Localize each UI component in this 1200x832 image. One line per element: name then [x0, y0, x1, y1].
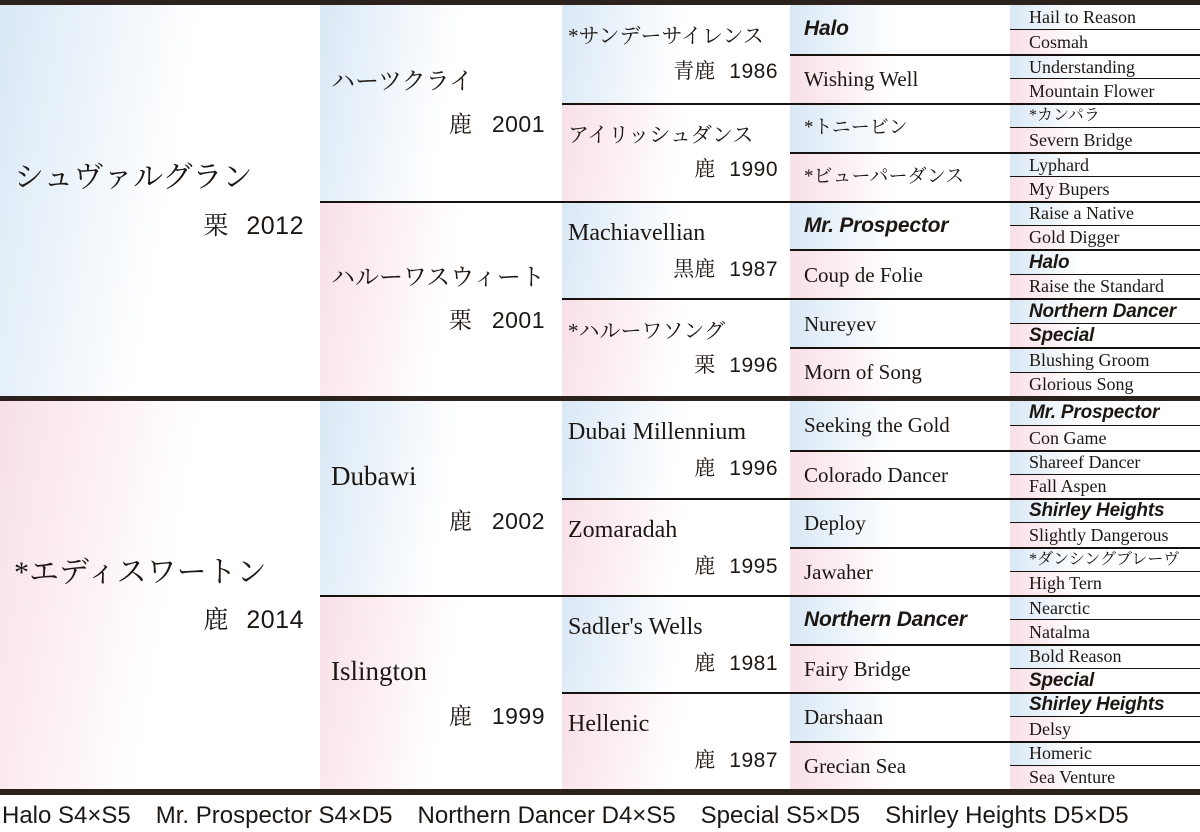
horse-cell-colorado-dancer: [790, 450, 1010, 499]
horse-name: Deploy: [804, 511, 866, 536]
birth-year: 2012: [246, 211, 304, 240]
horse-name: Con Game: [1029, 427, 1107, 448]
coat-and-birth-year: [449, 106, 562, 139]
horse-name: Wishing Well: [804, 67, 919, 92]
horse-cell-horse: [790, 103, 1010, 152]
horse-name: Natalma: [1029, 621, 1090, 642]
horse-cell-homeric: [1010, 741, 1200, 765]
horse-name: *トニービン: [804, 117, 908, 139]
horse-name: Blushing Groom: [1029, 350, 1150, 371]
horse-cell-my-bupers: [1010, 176, 1200, 200]
horse-cell-mr-prospector: [1010, 401, 1200, 425]
horse-name: *サンデーサイレンス: [568, 24, 764, 49]
horse-cell-horse: [320, 201, 562, 397]
birth-year: 1981: [729, 652, 778, 675]
horse-cell-gold-digger: [1010, 225, 1200, 249]
horse-cell-deploy: [790, 498, 1010, 547]
horse-name: High Tern: [1029, 573, 1102, 594]
horse-cell-dubawi: [320, 401, 562, 595]
coat-and-birth-year: [694, 647, 790, 677]
inbreeding-item: Mr. Prospector S4×D5: [155, 802, 393, 829]
horse-cell-cosmah: [1010, 29, 1200, 53]
horse-name: Shareef Dancer: [1029, 452, 1141, 473]
horse-cell-shirley-heights: [1010, 498, 1200, 522]
horse-cell-blushing-groom: [1010, 347, 1200, 371]
inbreeding-item: Special S5×D5: [700, 802, 861, 829]
horse-name: *ビューパーダンス: [804, 166, 965, 188]
birth-year: 1996: [729, 353, 778, 377]
horse-cell-severn-bridge: [1010, 127, 1200, 151]
horse-name: Hellenic: [568, 711, 650, 737]
coat-color: 栗: [448, 307, 472, 334]
horse-cell-glorious-song: [1010, 372, 1200, 396]
coat-and-birth-year: [694, 550, 790, 580]
birth-year: 2002: [491, 507, 545, 534]
horse-name: ハルーワスウィート: [331, 265, 545, 292]
horse-cell-wishing-well: [790, 54, 1010, 103]
horse-cell-zomaradah: [562, 498, 790, 595]
horse-name: Raise the Standard: [1029, 276, 1164, 297]
horse-cell-horse: [562, 5, 790, 103]
pedigree-table-sire-half: [0, 5, 1200, 396]
horse-cell-northern-dancer: [790, 595, 1010, 644]
horse-cell-shirley-heights: [1010, 692, 1200, 716]
horse-cell-horse: [562, 298, 790, 396]
birth-year: 1986: [729, 59, 778, 83]
horse-cell-darshaan: [790, 692, 1010, 741]
horse-name: Mountain Flower: [1029, 80, 1155, 101]
birth-year: 1990: [729, 158, 778, 182]
horse-name: Halo: [804, 17, 849, 41]
horse-name: Severn Bridge: [1029, 129, 1133, 150]
middle-border-rule: [0, 396, 1200, 401]
horse-cell-islington: [320, 595, 562, 789]
horse-cell-seeking-the-gold: [790, 401, 1010, 450]
coat-and-birth-year: [694, 153, 790, 183]
coat-and-birth-year: [203, 206, 320, 242]
horse-name: Coup de Folie: [804, 262, 923, 287]
horse-name: Nearctic: [1029, 597, 1090, 618]
horse-name: Gold Digger: [1029, 227, 1120, 248]
horse-name: My Bupers: [1029, 178, 1110, 199]
horse-name: Hail to Reason: [1029, 6, 1136, 27]
horse-name: Seeking the Gold: [804, 413, 950, 438]
inbreeding-item: Halo S4×S5: [2, 802, 131, 829]
horse-name: Understanding: [1029, 56, 1135, 77]
coat-color: 鹿: [448, 110, 472, 137]
horse-cell-delsy: [1010, 716, 1200, 740]
horse-cell-morn-of-song: [790, 347, 1010, 396]
birth-year: 1996: [729, 457, 778, 480]
horse-name: Shirley Heights: [1029, 694, 1165, 716]
horse-cell-horse: [562, 103, 790, 201]
coat-and-birth-year: [694, 349, 790, 379]
horse-name: Nureyev: [804, 311, 877, 336]
horse-name: Special: [1029, 669, 1095, 691]
horse-name: Sadler's Wells: [568, 614, 703, 640]
horse-name: *カンパラ: [1029, 106, 1100, 124]
horse-cell-mr-prospector: [790, 201, 1010, 250]
horse-name: Grecian Sea: [804, 753, 907, 778]
coat-color: 黒鹿: [673, 257, 716, 281]
horse-name: Bold Reason: [1029, 646, 1122, 667]
horse-name: Jawaher: [804, 559, 873, 584]
horse-cell-halo: [790, 5, 1010, 54]
horse-name: *エディスワートン: [14, 555, 267, 589]
horse-cell-understanding: [1010, 54, 1200, 78]
horse-cell-sea-venture: [1010, 765, 1200, 789]
coat-color: 鹿: [448, 507, 472, 534]
horse-name: Glorious Song: [1029, 374, 1134, 395]
horse-name: Homeric: [1029, 743, 1092, 764]
coat-color: 鹿: [694, 652, 716, 675]
horse-cell-northern-dancer: [1010, 298, 1200, 322]
horse-cell-bold-reason: [1010, 644, 1200, 668]
birth-year: 1987: [729, 749, 778, 772]
inbreeding-item: Shirley Heights D5×D5: [885, 802, 1129, 829]
horse-cell-raise-a-native: [1010, 201, 1200, 225]
horse-cell-slightly-dangerous: [1010, 522, 1200, 546]
inbreeding-summary: [2, 801, 1198, 831]
horse-cell-sadler-s-wells: [562, 595, 790, 692]
bottom-border-rule: [0, 789, 1200, 795]
horse-cell-horse: [320, 5, 562, 201]
horse-name: Morn of Song: [804, 360, 922, 385]
birth-year: 2001: [491, 110, 545, 137]
coat-and-birth-year: [449, 698, 562, 731]
horse-cell-jawaher: [790, 547, 1010, 596]
horse-name: Fairy Bridge: [804, 656, 911, 681]
horse-name: Lyphard: [1029, 154, 1089, 175]
coat-color: 栗: [203, 211, 229, 240]
horse-name: Zomaradah: [568, 517, 678, 543]
coat-color: 鹿: [203, 606, 229, 635]
horse-cell-natalma: [1010, 619, 1200, 643]
horse-cell-horse: [1010, 547, 1200, 571]
horse-name: Slightly Dangerous: [1029, 524, 1169, 545]
coat-and-birth-year: [449, 503, 562, 536]
horse-name: Raise a Native: [1029, 203, 1134, 224]
horse-cell-hail-to-reason: [1010, 5, 1200, 29]
horse-name: Halo: [1029, 251, 1070, 273]
horse-name: Darshaan: [804, 705, 884, 730]
horse-cell-special: [1010, 323, 1200, 347]
horse-name: Mr. Prospector: [1029, 402, 1160, 424]
horse-cell-hellenic: [562, 692, 790, 789]
coat-color: 青鹿: [673, 59, 716, 83]
horse-name: アイリッシュダンス: [568, 123, 754, 147]
coat-and-birth-year: [673, 55, 790, 85]
horse-name: *ダンシングブレーヴ: [1029, 550, 1180, 568]
horse-cell-coup-de-folie: [790, 249, 1010, 298]
horse-name: Northern Dancer: [804, 608, 967, 632]
horse-cell-grecian-sea: [790, 741, 1010, 790]
coat-color: 鹿: [694, 457, 716, 480]
horse-name: Fall Aspen: [1029, 476, 1107, 497]
pedigree-table-dam-half: [0, 401, 1200, 789]
horse-name: Mr. Prospector: [804, 213, 949, 237]
horse-cell-dubai-millennium: [562, 401, 790, 498]
horse-name: Dubai Millennium: [568, 419, 746, 445]
horse-cell-con-game: [1010, 425, 1200, 449]
horse-name: Delsy: [1029, 718, 1071, 739]
horse-cell-fairy-bridge: [790, 644, 1010, 693]
horse-cell-fall-aspen: [1010, 474, 1200, 498]
horse-name: Northern Dancer: [1029, 300, 1176, 322]
horse-name: Machiavellian: [568, 219, 706, 246]
coat-color: 鹿: [448, 702, 472, 729]
coat-and-birth-year: [673, 253, 790, 283]
horse-name: Special: [1029, 324, 1095, 346]
coat-and-birth-year: [694, 744, 790, 774]
horse-name: Colorado Dancer: [804, 462, 949, 487]
horse-cell-special: [1010, 668, 1200, 692]
horse-cell-horse: [790, 152, 1010, 201]
horse-name: Islington: [331, 656, 428, 687]
birth-year: 2014: [246, 606, 304, 635]
horse-cell-horse: [0, 401, 320, 789]
horse-cell-raise-the-standard: [1010, 274, 1200, 298]
horse-cell-nureyev: [790, 298, 1010, 347]
horse-name: Sea Venture: [1029, 767, 1116, 788]
coat-color: 鹿: [694, 749, 716, 772]
horse-cell-nearctic: [1010, 595, 1200, 619]
coat-and-birth-year: [203, 600, 320, 636]
horse-name: Shirley Heights: [1029, 500, 1165, 522]
coat-color: 栗: [694, 353, 716, 377]
horse-cell-mountain-flower: [1010, 78, 1200, 102]
birth-year: 2001: [491, 307, 545, 334]
horse-cell-shareef-dancer: [1010, 450, 1200, 474]
horse-cell-machiavellian: [562, 201, 790, 299]
horse-cell-halo: [1010, 249, 1200, 273]
horse-name: *ハルーワソング: [568, 318, 726, 343]
coat-color: 鹿: [694, 555, 716, 578]
horse-name: シュヴァルグラン: [14, 161, 253, 195]
coat-and-birth-year: [694, 452, 790, 482]
horse-name: ハーツクライ: [331, 68, 474, 95]
inbreeding-item: Northern Dancer D4×S5: [417, 802, 676, 829]
coat-and-birth-year: [449, 302, 562, 335]
coat-color: 鹿: [694, 158, 716, 182]
horse-name: Dubawi: [331, 461, 417, 492]
birth-year: 1995: [729, 555, 778, 578]
horse-cell-horse: [1010, 103, 1200, 127]
horse-cell-high-tern: [1010, 571, 1200, 595]
birth-year: 1987: [729, 257, 778, 281]
horse-cell-horse: [0, 5, 320, 396]
horse-name: Cosmah: [1029, 31, 1089, 52]
horse-cell-lyphard: [1010, 152, 1200, 176]
birth-year: 1999: [491, 702, 545, 729]
